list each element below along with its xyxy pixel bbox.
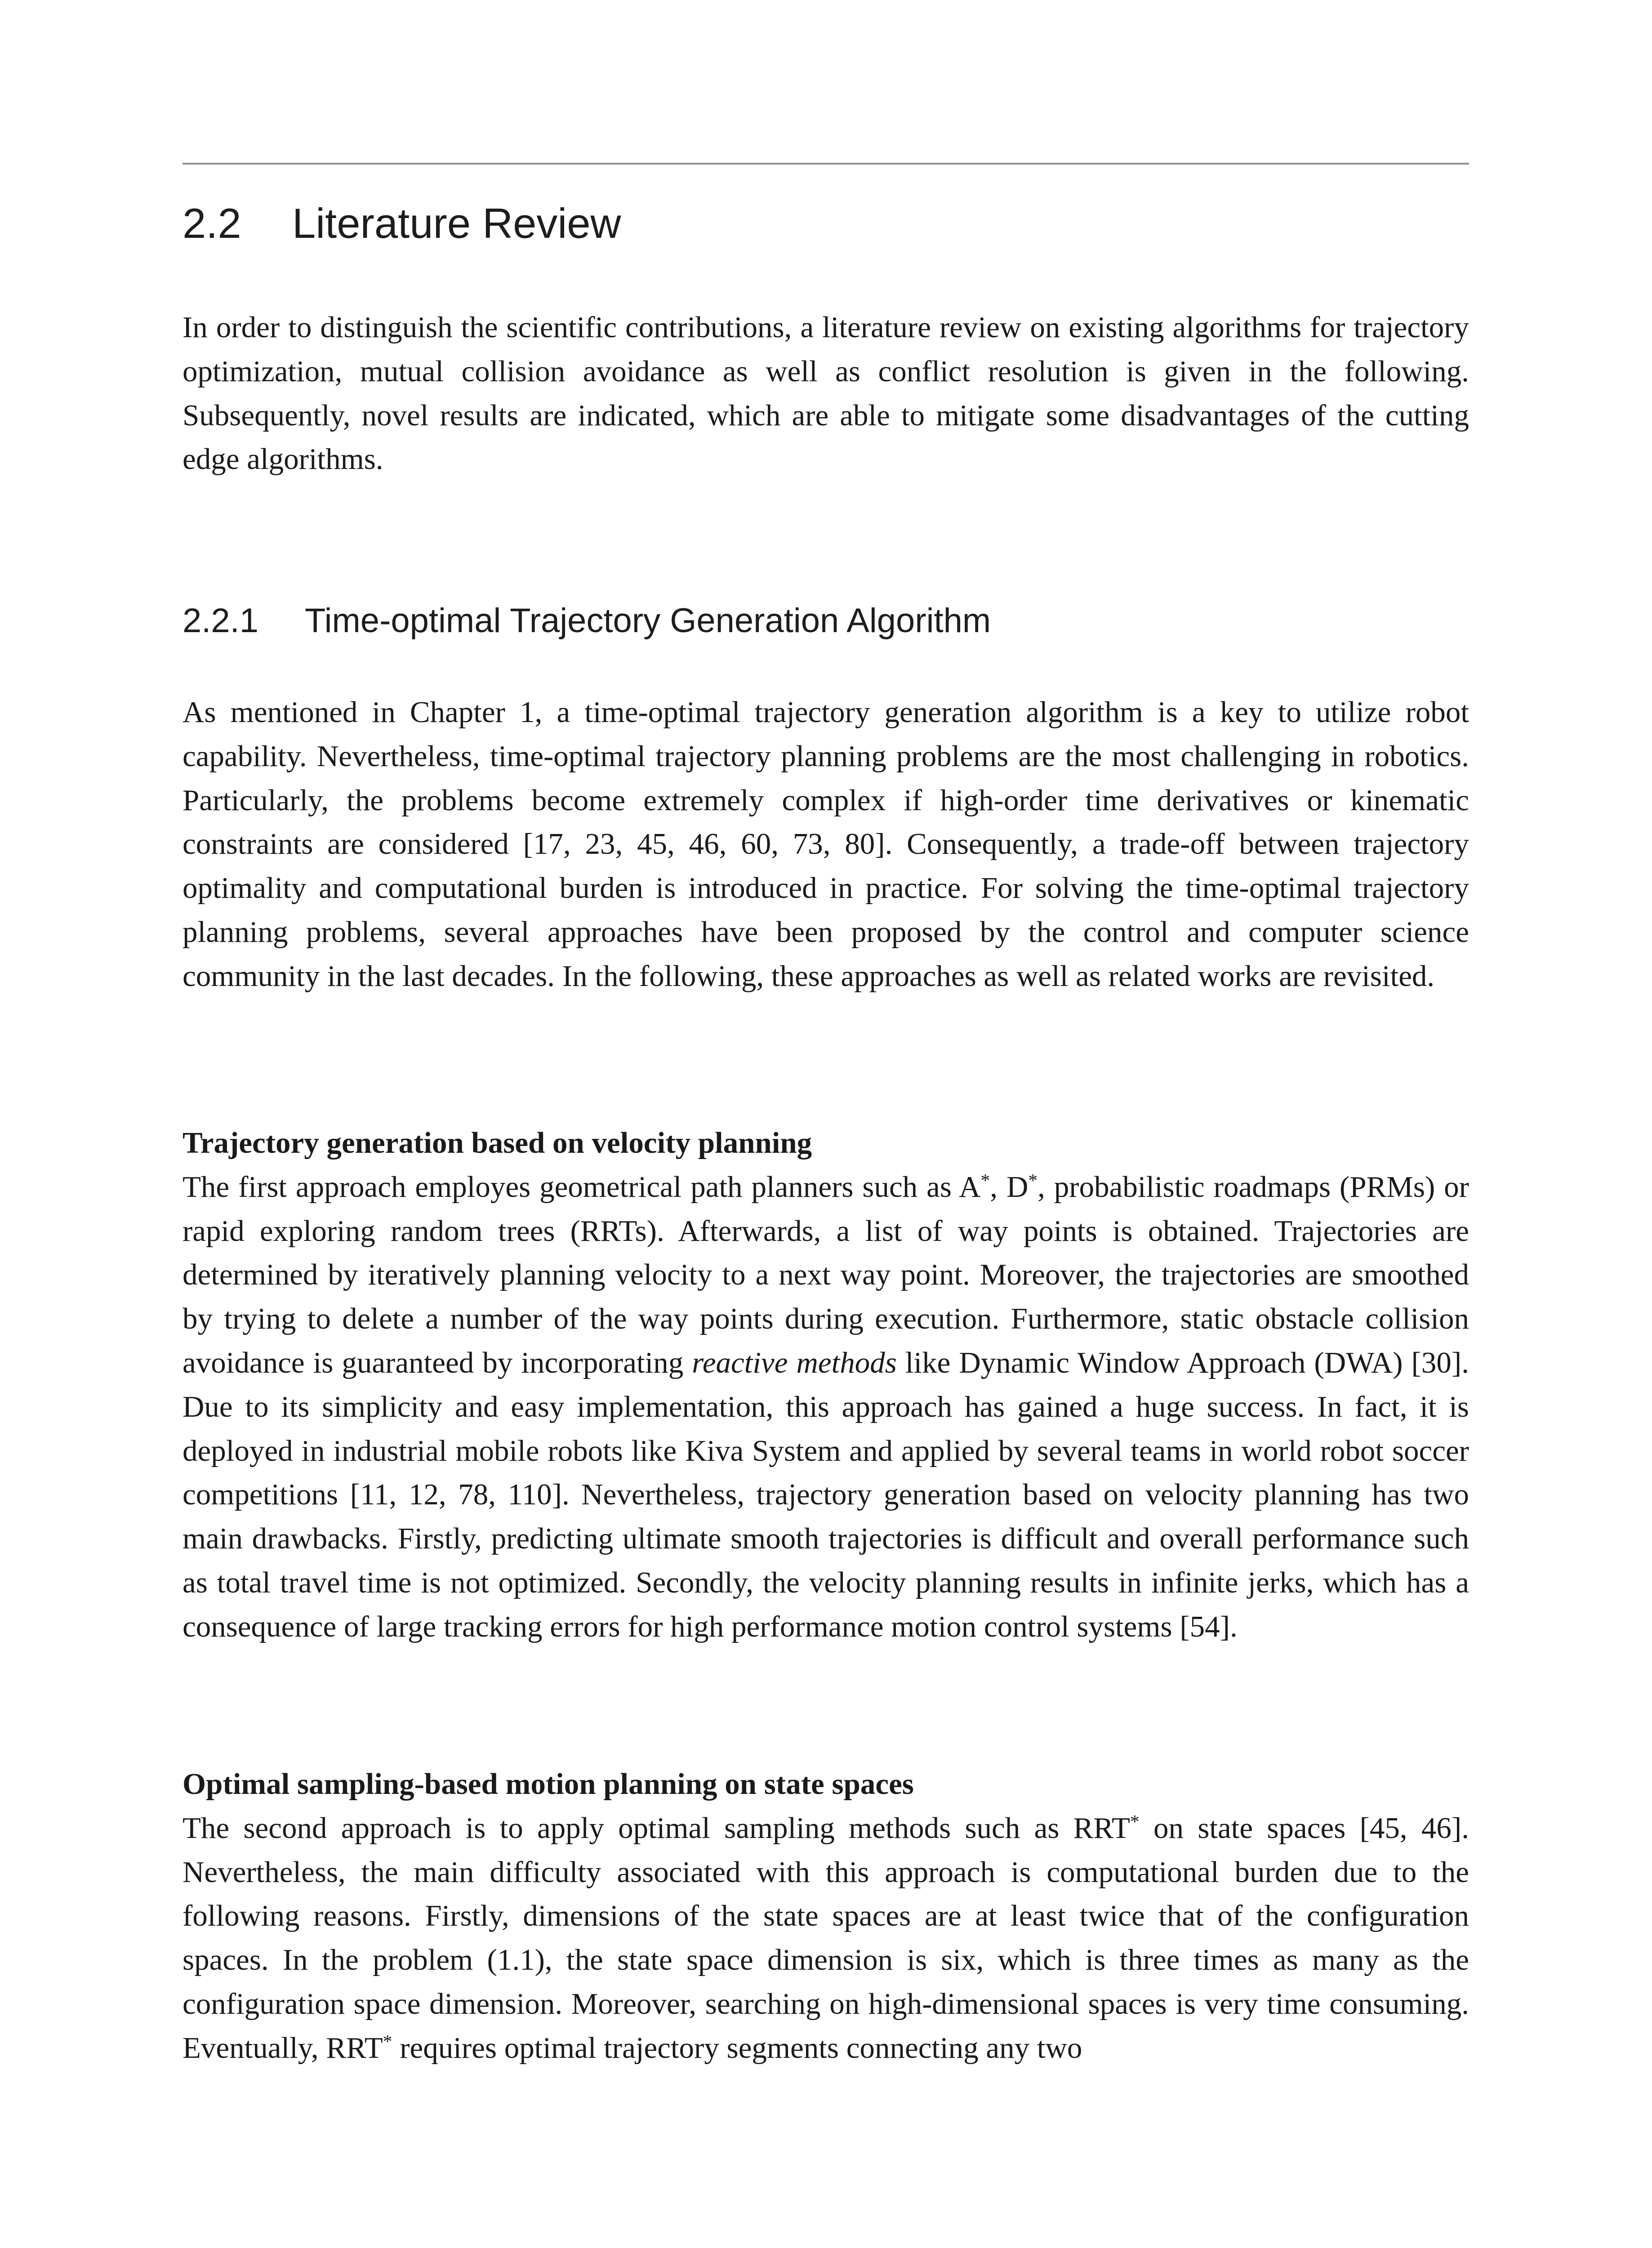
paragraph-velocity-planning	[183, 1121, 1469, 1649]
velocity-planning-heading: Trajectory generation based on velocity planning	[183, 1126, 812, 1160]
subsection-heading	[183, 602, 991, 640]
intro-paragraph	[183, 306, 1469, 482]
section-heading	[183, 200, 621, 246]
velocity-planning-text-c: , probabilistic roadmaps (PRMs) or rapid exploring random trees (RRTs). Afterwards, a list of way points is obtained. Trajectories are determined by iteratively planning velocity to a next way point. Moreover, the trajectories are smoothed by trying to delete a number of the way points during execution. Furthermore, static obstacle collision avoidance is guaranteed by incorporating	[183, 1170, 1469, 1379]
velocity-planning-text-a: The first approach employes geometrical path planners such as A	[183, 1170, 981, 1204]
sampling-based-text-c: requires optimal trajectory segments connecting any two	[392, 2031, 1082, 2065]
emphasis-reactive-methods: reactive methods	[692, 1346, 897, 1379]
subsection-title-text: Time-optimal Trajectory Generation Algorithm	[305, 602, 991, 640]
section-number: 2.2	[183, 200, 241, 247]
paragraph-sampling-based	[183, 1762, 1469, 2070]
sampling-based-text-b: on state spaces [45, 46]. Nevertheless, the main difficulty associated with this approach is computational burden due to the following reasons. Firstly, dimensions of the state spaces are at least twice that of the configuration spaces. In the problem (1.1), the state space dimension is six, which is three times as many as the configuration space dimension. Moreover, searching on high-dimensional spaces is very time consuming. Eventually, RRT	[183, 1811, 1469, 2065]
superscript-star: *	[980, 1169, 990, 1191]
superscript-star: *	[1130, 1811, 1140, 1832]
superscript-star: *	[1028, 1169, 1038, 1191]
subsection-number: 2.2.1	[183, 602, 259, 640]
sampling-based-heading: Optimal sampling-based motion planning on state spaces	[183, 1767, 914, 1801]
sampling-based-text-a: The second approach is to apply optimal sampling methods such as RRT	[183, 1811, 1130, 1845]
superscript-star: *	[383, 2030, 392, 2052]
velocity-planning-text-d: like Dynamic Window Approach (DWA) [30]. Due to its simplicity and easy implementation, this approach has gained a huge success. In fact, it is deployed in industrial mobile robots like Kiva System and applied by several teams in world robot soccer competitions [11, 12, 78, 110]. Nevertheless, trajectory generation based on velocity planning has two main drawbacks. Firstly, predicting ultimate smooth trajectories is difficult and overall performance such as total travel time is not optimized. Secondly, the velocity planning results in infinite jerks, which has a consequence of large tracking errors for high performance motion control systems [54].	[183, 1346, 1469, 1643]
velocity-planning-text-b: , D	[990, 1170, 1029, 1204]
paragraph-time-optimal	[183, 691, 1469, 999]
top-rule-divider	[183, 163, 1469, 165]
paragraph-time-optimal-text: As mentioned in Chapter 1, a time-optimal trajectory generation algorithm is a key to utilize robot capability. Nevertheless, time-optimal trajectory planning problems are the most challenging in robotics. Particularly, the problems become extremely complex if high-order time derivatives or kinematic constraints are considered [17, 23, 45, 46, 60, 73, 80]. Consequently, a trade-off between trajectory optimality and computational burden is introduced in practice. For solving the time-optimal trajectory planning problems, several approaches have been proposed by the control and computer science community in the last decades. In the following, these approaches as well as related works are revisited.	[183, 696, 1469, 993]
intro-text: In order to distinguish the scientific contributions, a literature review on existing algorithms for trajectory optimization, mutual collision avoidance as well as conflict resolution is given in the following. Subsequently, novel results are indicated, which are able to mitigate some disadvantages of the cutting edge algorithms.	[183, 311, 1469, 476]
section-title-text: Literature Review	[292, 200, 621, 247]
